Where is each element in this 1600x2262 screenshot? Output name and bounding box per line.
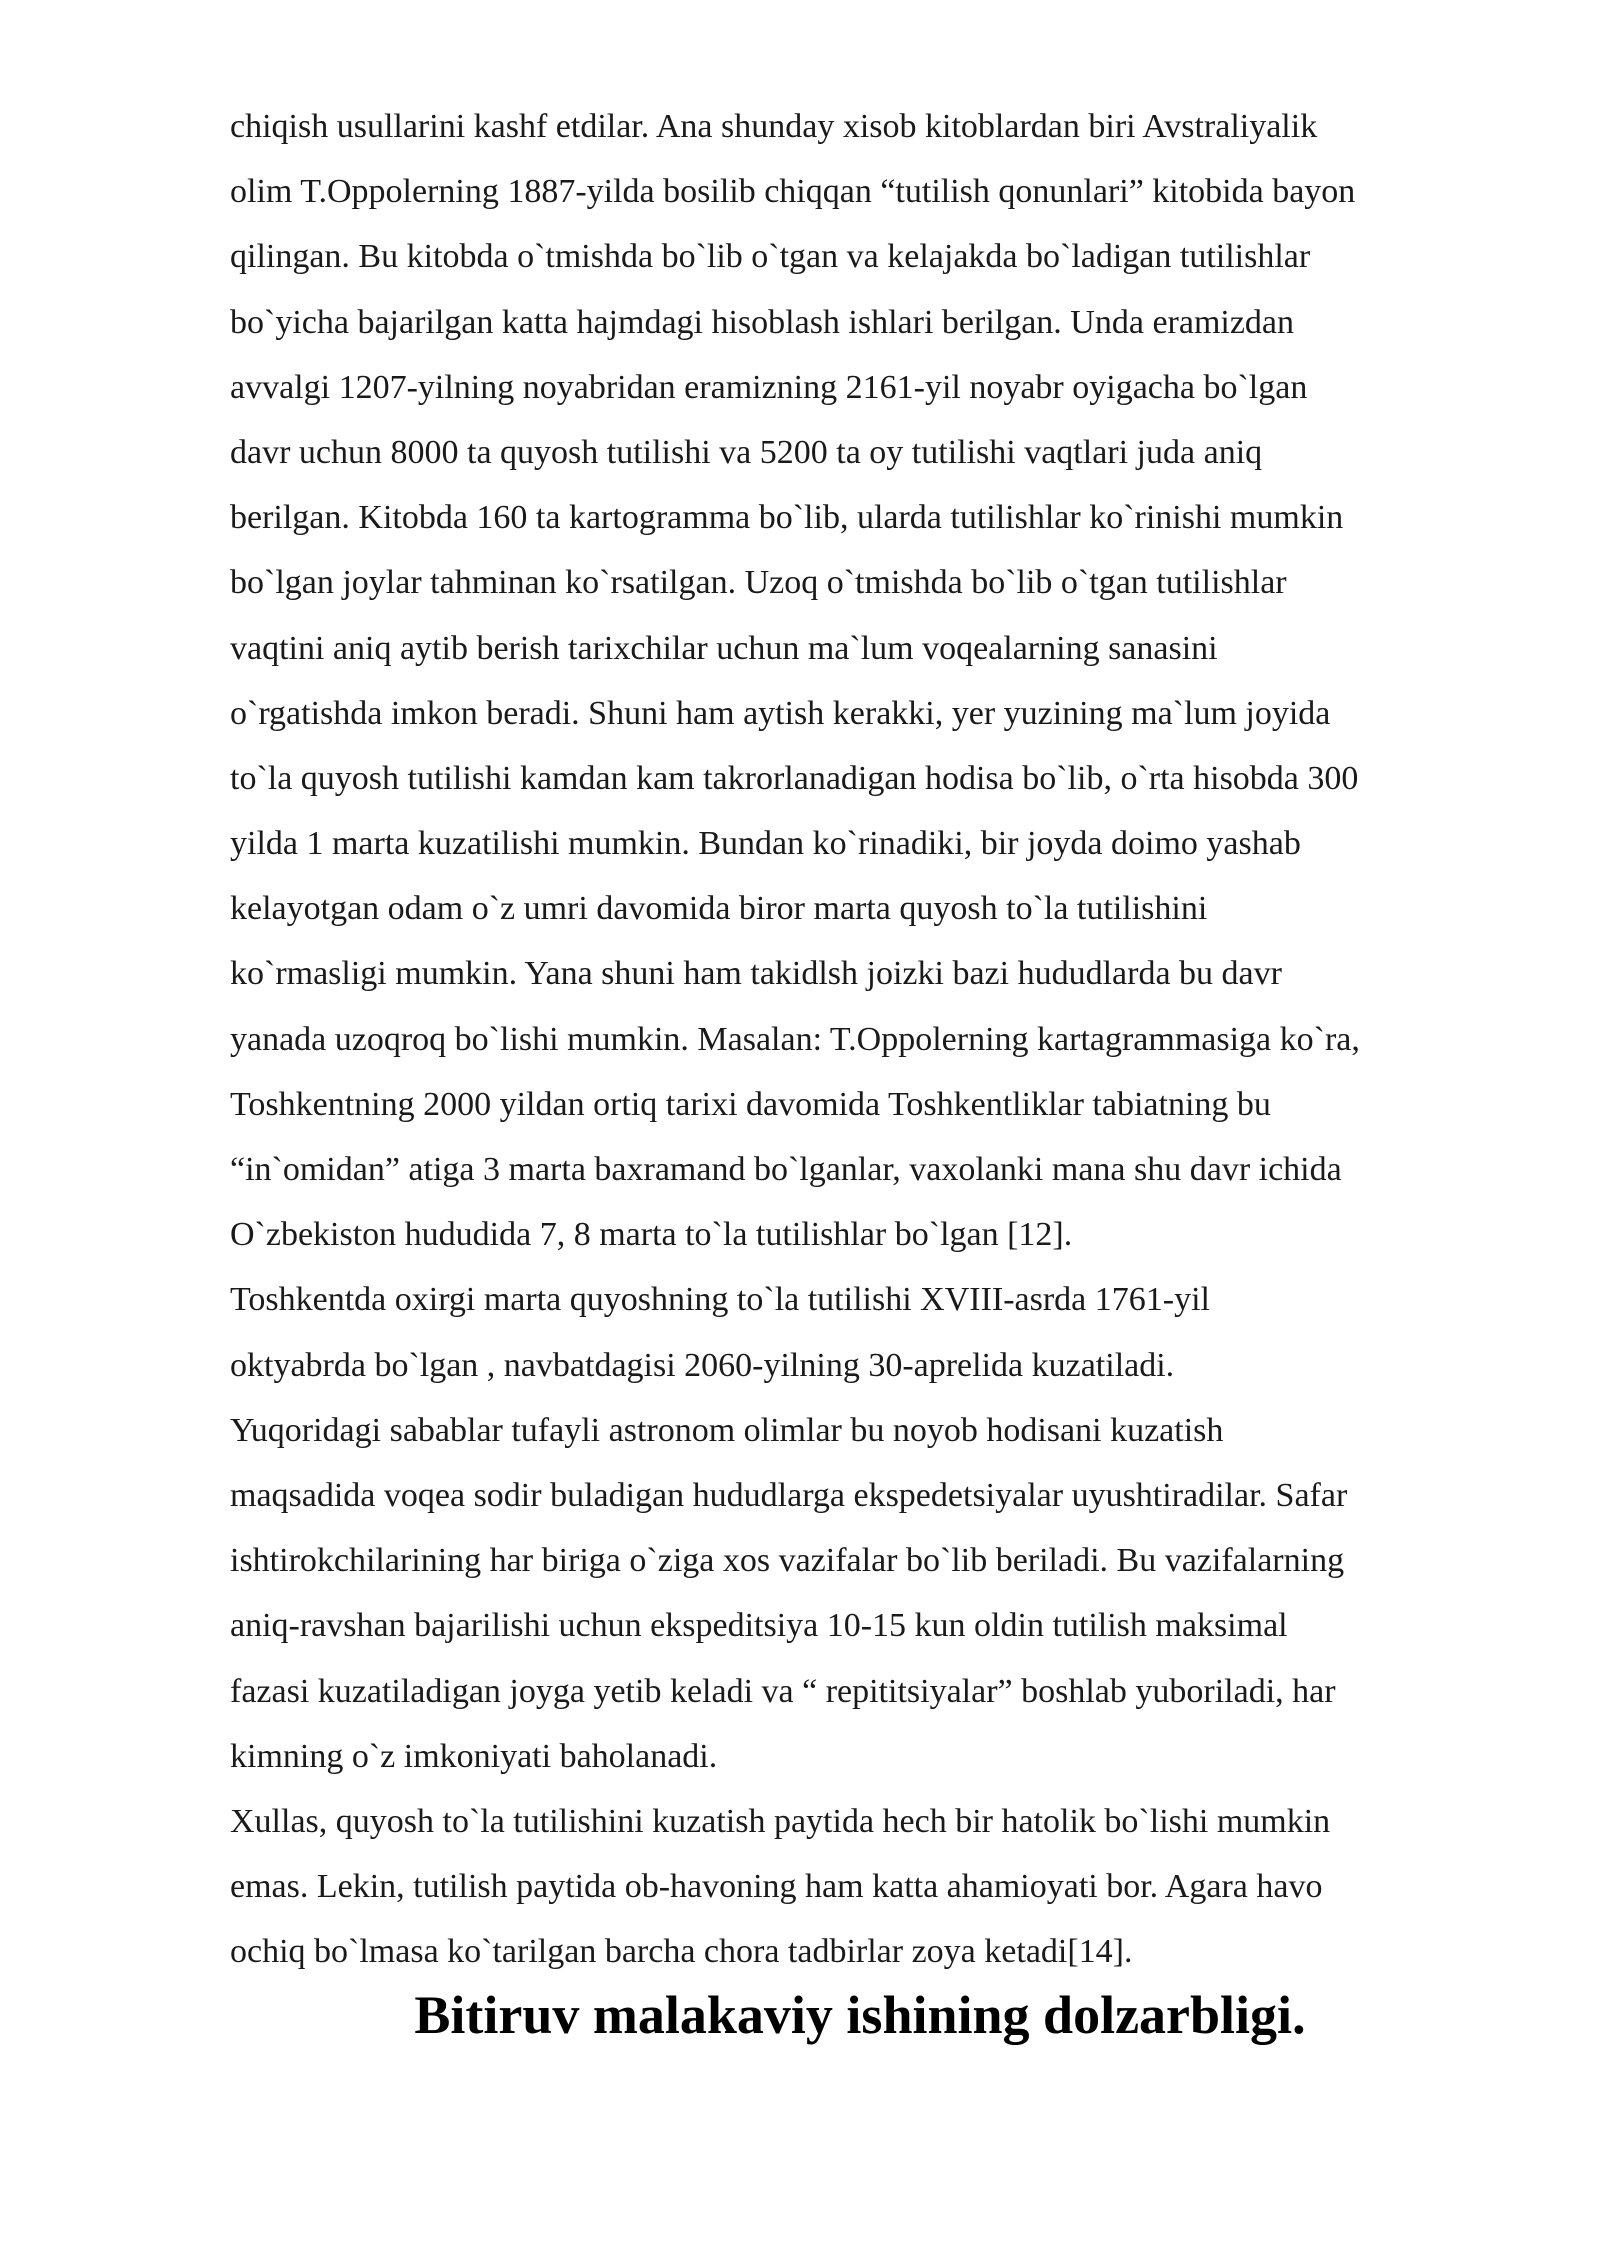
text-line: ishtirokchilarining har biriga o`ziga xos vazifalar bo`lib beriladi. Bu vazifalarning — [230, 1542, 1345, 1580]
section-heading: Bitiruv malakaviy ishining dolzarbligi. — [414, 1985, 1306, 2045]
text-line: bo`lgan joylar tahminan ko`rsatilgan. Uzoq o`tmishda bo`lib o`tgan tutilishlar — [230, 564, 1287, 602]
text-line: Xullas, quyosh to`la tutilishini kuzatish paytida hech bir hatolik bo`lishi mumkin — [230, 1802, 1331, 1840]
text-line: davr uchun 8000 ta quyosh tutilishi va 5200 ta oy tutilishi vaqtlari juda aniq — [230, 433, 1263, 471]
text-line: Yuqoridagi sabablar tufayli astronom olimlar bu noyob hodisani kuzatish — [230, 1411, 1224, 1449]
text-line: to`la quyosh tutilishi kamdan kam takrorlanadigan hodisa bo`lib, o`rta hisobda 300 — [230, 759, 1359, 797]
text-line: ochiq bo`lmasa ko`tarilgan barcha chora tadbirlar zoya ketadi[14]. — [230, 1933, 1133, 1971]
text-line: kimning o`z imkoniyati baholanadi. — [230, 1737, 718, 1775]
text-line: O`zbekiston hududida 7, 8 marta to`la tutilishlar bo`lgan [12]. — [230, 1216, 1073, 1254]
text-line: yanada uzoqroq bo`lishi mumkin. Masalan: T.Oppolerning kartagrammasiga ko`ra, — [230, 1020, 1360, 1058]
text-line: Toshkentda oxirgi marta quyoshning to`la tutilishi XVIII-asrda 1761-yil — [230, 1281, 1210, 1319]
text-line: “in`omidan” atiga 3 marta baxramand bo`lganlar, vaxolanki mana shu davr ichida — [230, 1151, 1342, 1188]
text-line: olim T.Oppolerning 1887-yilda bosilib chiqqan “tutilish qonunlari” kitobida bayon — [230, 173, 1356, 211]
body-text — [230, 94, 1520, 1984]
text-line: Toshkentning 2000 yildan ortiq tarixi davomida Toshkentliklar tabiatning bu — [230, 1085, 1271, 1123]
text-line: aniq-ravshan bajarilishi uchun ekspeditsiya 10-15 kun oldin tutilish maksimal — [230, 1607, 1288, 1645]
text-line: avvalgi 1207-yilning noyabridan eramizning 2161-yil noyabr oyigacha bo`lgan — [230, 368, 1308, 406]
text-line: berilgan. Kitobda 160 ta kartogramma bo`lib, ularda tutilishlar ko`rinishi mumkin — [230, 499, 1344, 537]
text-line: oktyabrda bo`lgan , navbatdagisi 2060-yilning 30-aprelida kuzatiladi. — [230, 1346, 1175, 1384]
text-line: yilda 1 marta kuzatilishi mumkin. Bundan ko`rinadiki, bir joyda doimo yashab — [230, 825, 1301, 863]
text-line: kelayotgan odam o`z umri davomida biror marta quyosh to`la tutilishini — [230, 890, 1208, 928]
text-line: ko`rmasligi mumkin. Yana shuni ham takidlsh joizki bazi hududlarda bu davr — [230, 955, 1282, 993]
text-line: chiqish usullarini kashf etdilar. Ana shunday xisob kitoblardan biri Avstraliyalik — [230, 108, 1318, 145]
text-line: fazasi kuzatiladigan joyga yetib keladi va “ repititsiyalar” boshlab yuboriladi, har — [230, 1672, 1336, 1710]
text-line: bo`yicha bajarilgan katta hajmdagi hisoblash ishlari berilgan. Unda eramizdan — [230, 303, 1295, 341]
text-line: emas. Lekin, tutilish paytida ob-havoning ham katta ahamioyati bor. Agara havo — [230, 1868, 1323, 1906]
text-line: vaqtini aniq aytib berish tarixchilar uchun ma`lum voqealarning sanasini — [230, 629, 1218, 667]
text-line: qilingan. Bu kitobda o`tmishda bo`lib o`tgan va kelajakda bo`ladigan tutilishlar — [230, 238, 1311, 276]
text-line: maqsadida voqea sodir buladigan hududlarga ekspedetsiyalar uyushtiradilar. Safar — [230, 1476, 1348, 1514]
text-line: o`rgatishda imkon beradi. Shuni ham aytish kerakki, yer yuzining ma`lum joyida — [230, 694, 1331, 732]
